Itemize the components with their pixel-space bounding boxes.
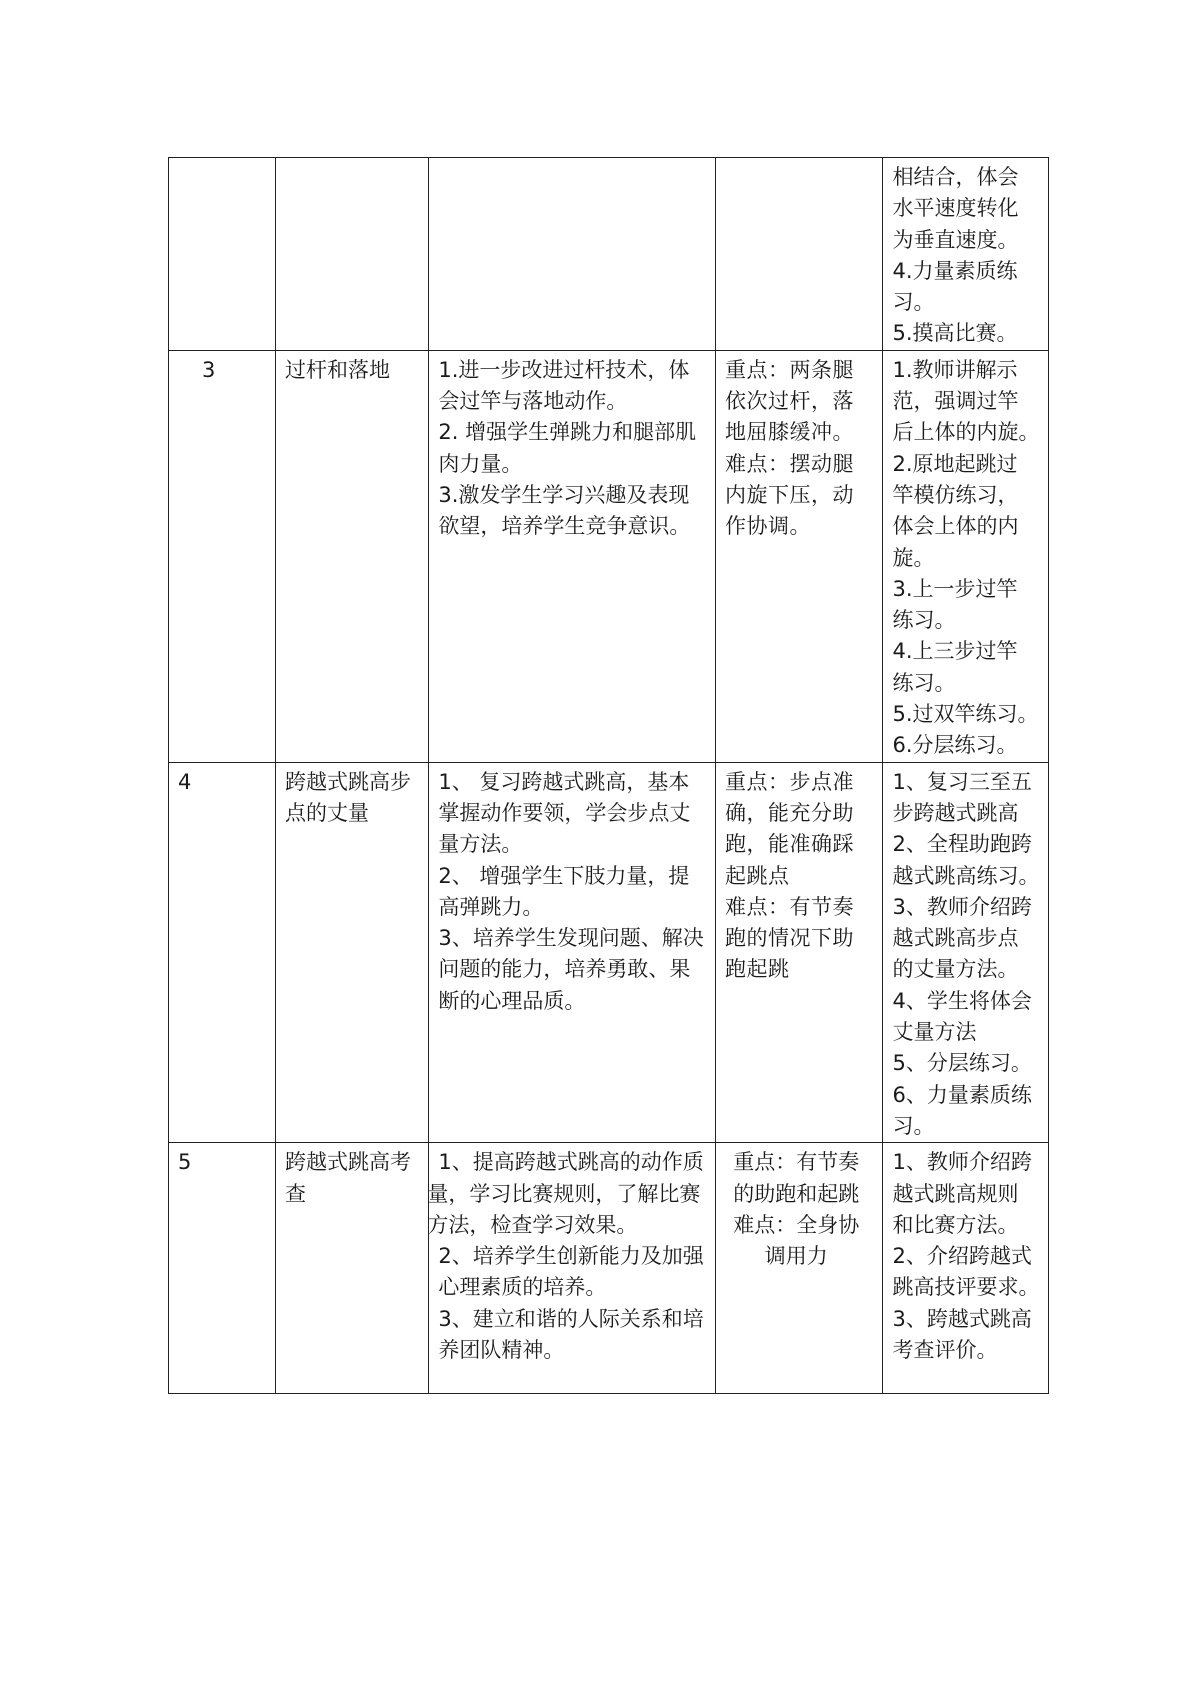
table-row bbox=[169, 762, 1049, 1143]
text-line: 会过竿与落地动作。 bbox=[438, 389, 628, 414]
text-line: 越式跳高步点 bbox=[892, 926, 1019, 951]
text-line: 越式跳高规则 bbox=[892, 1181, 1019, 1206]
lesson-number-cell bbox=[169, 350, 276, 762]
text-line: 考查评价。 bbox=[892, 1337, 998, 1362]
text-line: 4.上三步过竿 bbox=[892, 639, 1018, 664]
text-line: 旋。 bbox=[892, 545, 935, 570]
key-points-cell bbox=[715, 762, 883, 1143]
text-line: 步跨越式跳高 bbox=[892, 800, 1019, 825]
table-row bbox=[169, 1143, 1049, 1394]
text-line: 竿模仿练习， bbox=[892, 482, 1019, 507]
text-line: 练习。 bbox=[892, 670, 956, 695]
objectives-cell bbox=[429, 1143, 716, 1394]
text-line: 欲望，培养学生竞争意识。 bbox=[438, 514, 691, 539]
text-line: 内旋下压，动 bbox=[724, 482, 854, 507]
topic-text: 点的丈量 bbox=[284, 800, 369, 825]
text-line: 6.分层练习。 bbox=[892, 733, 1018, 758]
text-line: 5.过双竿练习。 bbox=[892, 702, 1039, 727]
text-line: 4、学生将体会 bbox=[892, 988, 1032, 1013]
text-line: 为垂直速度。 bbox=[892, 227, 1019, 252]
text-line: 3、建立和谐的人际关系和培 bbox=[438, 1306, 704, 1331]
text-line: 2、全程助跑跨 bbox=[892, 832, 1032, 857]
text-line: 1、 复习跨越式跳高，基本 bbox=[438, 769, 690, 794]
text-line: 2. 增强学生弹跳力和腿部肌 bbox=[438, 420, 697, 445]
key-points-cell bbox=[715, 1143, 883, 1394]
text-line: 1、复习三至五 bbox=[892, 769, 1032, 794]
table-row bbox=[169, 350, 1049, 762]
key-points-cell bbox=[715, 158, 883, 351]
methods-cell bbox=[883, 350, 1049, 762]
methods-cell bbox=[883, 1143, 1049, 1394]
text-line: 问题的能力，培养勇敢、果 bbox=[438, 957, 691, 982]
text-line: 掌握动作要领，学会步点丈 bbox=[438, 800, 691, 825]
topic-cell bbox=[275, 762, 428, 1143]
text-line: 6、力量素质练 bbox=[892, 1082, 1032, 1107]
text-line: 习。 bbox=[892, 1113, 935, 1138]
text-line: 作协调。 bbox=[724, 514, 811, 539]
text-line: 重点：步点准 bbox=[724, 769, 854, 794]
text-line: 量，学习比赛规则，了解比赛 bbox=[427, 1181, 701, 1206]
text-line: 高弹跳力。 bbox=[438, 894, 544, 919]
table-row bbox=[169, 158, 1049, 351]
objectives-cell bbox=[429, 762, 716, 1143]
text-line: 体会上体的内 bbox=[892, 514, 1019, 539]
objectives-cell bbox=[429, 158, 716, 351]
text-line: 后上体的内旋。 bbox=[892, 420, 1040, 445]
text-line: 范，强调过竿 bbox=[892, 389, 1019, 414]
text-line: 相结合，体会 bbox=[892, 165, 1019, 189]
methods-cell bbox=[883, 762, 1049, 1143]
text-line: 量方法。 bbox=[438, 832, 523, 857]
text-line: 2、培养学生创新能力及加强 bbox=[438, 1244, 704, 1269]
text-line: 3.上一步过竿 bbox=[892, 576, 1018, 601]
text-line: 丈量方法 bbox=[892, 1020, 977, 1045]
text-line: 越式跳高练习。 bbox=[892, 863, 1040, 888]
text-line: 难点：全身协 bbox=[733, 1212, 860, 1237]
text-line: 2、介绍跨越式 bbox=[892, 1244, 1032, 1269]
topic-text: 查 bbox=[284, 1181, 306, 1206]
text-line: 方法，检查学习效果。 bbox=[427, 1212, 638, 1237]
text-line: 3、教师介绍跨 bbox=[892, 894, 1032, 919]
topic-cell bbox=[275, 1143, 428, 1394]
text-line: 依次过杆，落 bbox=[724, 389, 854, 414]
text-line: 确，能充分助 bbox=[724, 800, 854, 825]
text-line: 跑，能准确踩 bbox=[724, 832, 854, 857]
topic-text: 跨越式跳高步 bbox=[284, 769, 411, 794]
text-line: 重点：两条腿 bbox=[724, 357, 854, 382]
text-line: 1、教师介绍跨 bbox=[892, 1150, 1032, 1175]
lesson-number: 5 bbox=[178, 1150, 192, 1175]
text-line: 水平速度转化 bbox=[892, 196, 1019, 221]
text-line: 5、分层练习。 bbox=[892, 1051, 1032, 1076]
text-line: 难点：摆动腿 bbox=[724, 451, 854, 476]
text-line: 难点：有节奏 bbox=[724, 894, 854, 919]
key-points-cell bbox=[715, 350, 883, 762]
text-line: 跳高技评要求。 bbox=[892, 1275, 1040, 1300]
text-line: 调用力 bbox=[764, 1244, 828, 1269]
lesson-plan-table bbox=[168, 157, 1049, 1394]
text-line: 1.进一步改进过杆技术，体 bbox=[438, 357, 690, 382]
lesson-number: 4 bbox=[178, 769, 192, 794]
text-line: 2.原地起跳过 bbox=[892, 451, 1018, 476]
text-line: 3、跨越式跳高 bbox=[892, 1306, 1032, 1331]
text-line: 4.力量素质练 bbox=[892, 258, 1018, 283]
text-line: 1.教师讲解示 bbox=[892, 357, 1018, 382]
topic-text: 过杆和落地 bbox=[284, 357, 390, 382]
text-line: 重点：有节奏 bbox=[733, 1150, 860, 1175]
text-line: 的丈量方法。 bbox=[892, 957, 1019, 982]
text-line: 肉力量。 bbox=[438, 451, 523, 476]
text-line: 跑的情况下助 bbox=[724, 926, 854, 951]
text-line: 3、培养学生发现问题、解决 bbox=[438, 926, 704, 951]
text-line: 跑起跳 bbox=[724, 957, 790, 982]
methods-cell bbox=[883, 158, 1049, 351]
text-line: 断的心理品质。 bbox=[438, 988, 586, 1013]
text-line: 练习。 bbox=[892, 608, 956, 633]
lesson-number: 3 bbox=[202, 357, 216, 382]
text-line: 2、 增强学生下肢力量，提 bbox=[438, 863, 690, 888]
lesson-number-cell bbox=[169, 1143, 276, 1394]
text-line: 3.激发学生学习兴趣及表现 bbox=[438, 482, 690, 507]
text-line: 和比赛方法。 bbox=[892, 1212, 1019, 1237]
text-line: 习。 bbox=[892, 290, 935, 315]
topic-text: 跨越式跳高考 bbox=[284, 1150, 411, 1175]
topic-cell bbox=[275, 158, 428, 351]
text-line: 1、提高跨越式跳高的动作质 bbox=[438, 1150, 704, 1175]
text-line: 5.摸高比赛。 bbox=[892, 321, 1018, 346]
text-line: 地屈膝缓冲。 bbox=[724, 420, 854, 445]
text-line: 起跳点 bbox=[724, 863, 790, 888]
topic-cell bbox=[275, 350, 428, 762]
lesson-number-cell bbox=[169, 762, 276, 1143]
objectives-cell bbox=[429, 350, 716, 762]
text-line: 心理素质的培养。 bbox=[438, 1275, 607, 1300]
text-line: 的助跑和起跳 bbox=[733, 1181, 860, 1206]
lesson-number-cell bbox=[169, 158, 276, 351]
text-line: 养团队精神。 bbox=[438, 1337, 565, 1362]
